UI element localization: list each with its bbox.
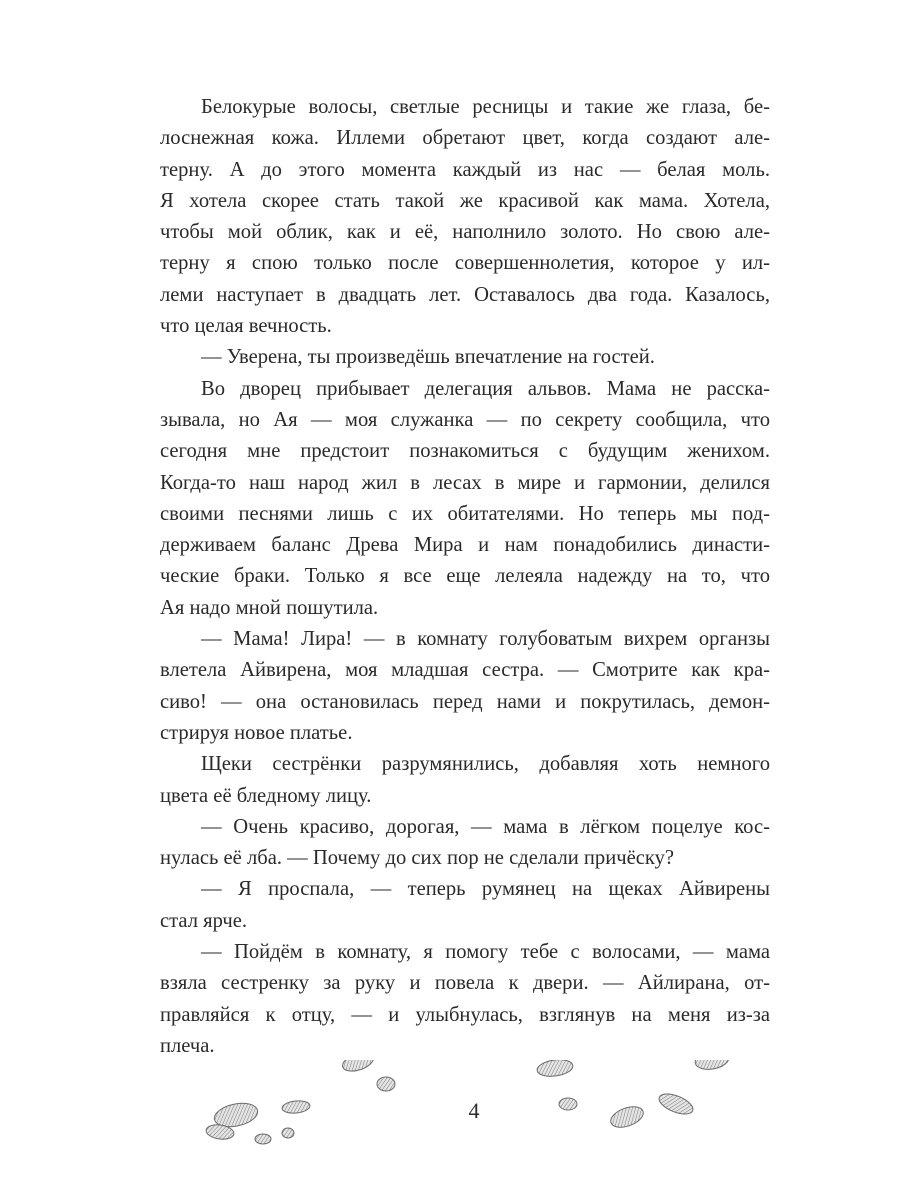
text-line: Я хотела скорее стать такой же красивой как мама. Хотела,: [160, 189, 770, 212]
petal-shape: [282, 1128, 294, 1138]
paragraph: [160, 812, 770, 875]
text-line: влетела Айвирена, моя младшая сестра. — Смотрите как кра-: [160, 659, 770, 682]
paragraph: [160, 874, 770, 937]
text-line: — Мама! Лира! — в комнату голубоватым вихрем органзы: [201, 628, 770, 651]
text-line: взяла сестренку за руку и повела к двери. — Айлирана, от-: [160, 972, 770, 995]
petal-shape: [559, 1098, 577, 1110]
page-text-block: [160, 92, 770, 1062]
text-line: чтобы мой облик, как и её, наполнило золото. Но свою але-: [160, 221, 770, 244]
text-line: сиво! — она остановилась перед нами и покрутилась, демон-: [160, 690, 770, 713]
text-line: леми наступает в двадцать лет. Оставалось два года. Казалось,: [160, 283, 770, 306]
petal-shape: [255, 1134, 271, 1144]
text-line: терну я спою только после совершеннолетия, которое у ил-: [160, 252, 770, 275]
text-line: цвета её бледному лицу.: [160, 784, 372, 807]
text-line: Когда-то наш народ жил в лесах в мире и гармонии, делился: [160, 471, 770, 494]
paragraph: [160, 937, 770, 1062]
petal-shape: [536, 1060, 574, 1078]
text-line: Щеки сестрёнки разрумянились, добавляя хоть немного: [201, 753, 770, 776]
petal-shape: [377, 1077, 395, 1091]
petal-shape: [608, 1103, 646, 1132]
paragraph: [160, 624, 770, 749]
text-line: Белокурые волосы, светлые ресницы и такие же глаза, бе-: [201, 96, 770, 118]
text-line: — Я проспала, — теперь румянец на щеках Айвирены: [201, 878, 770, 901]
text-line: держиваем баланс Древа Мира и нам понадобились династи-: [160, 534, 770, 557]
text-line: Ая надо мной пошутила.: [160, 596, 379, 619]
text-line: плеча.: [160, 1034, 215, 1057]
petal-shape: [281, 1100, 310, 1115]
text-line: — Пойдём в комнату, я помогу тебе с волосами, — мама: [201, 941, 770, 964]
text-line: лоснежная кожа. Иллеми обретают цвет, когда создают але-: [160, 127, 770, 150]
text-line: стал ярче.: [160, 909, 248, 932]
paragraph: [160, 749, 770, 812]
falling-petals-ornament: [0, 1060, 900, 1180]
paragraph: [160, 92, 770, 342]
petal-shape: [656, 1090, 695, 1118]
text-line: стрируя новое платье.: [160, 721, 353, 744]
text-line: — Очень красиво, дорогая, — мама в лёгком поцелуе кос-: [201, 815, 770, 838]
petal-shape: [694, 1060, 731, 1072]
text-line: сегодня мне предстоит познакомиться с будущим женихом.: [160, 440, 770, 463]
text-line: ческие браки. Только я все еще лелеяла надежду на то, что: [160, 565, 770, 588]
text-line: зывала, но Ая — моя служанка — по секрету сообщила, что: [160, 408, 770, 431]
text-line: — Уверена, ты произведёшь впечатление на гостей.: [201, 346, 655, 369]
text-line: нулась её лба. — Почему до сих пор не сделали причёску?: [160, 847, 675, 870]
text-line: своими песнями лишь с их обитателями. Но теперь мы под-: [160, 502, 770, 525]
page-number: 4: [468, 1098, 480, 1123]
text-line: правляйся к отцу, — и улыбнулась, взглянув на меня из-за: [160, 1003, 770, 1026]
text-line: Во дворец прибывает делегация альвов. Мама не расска-: [201, 377, 770, 400]
text-line: терну. А до этого момента каждый из нас — белая моль.: [160, 158, 770, 181]
paragraph: [160, 374, 770, 624]
text-line: что целая вечность.: [160, 315, 332, 338]
paragraph: [160, 342, 770, 373]
petal-shape: [340, 1060, 375, 1075]
